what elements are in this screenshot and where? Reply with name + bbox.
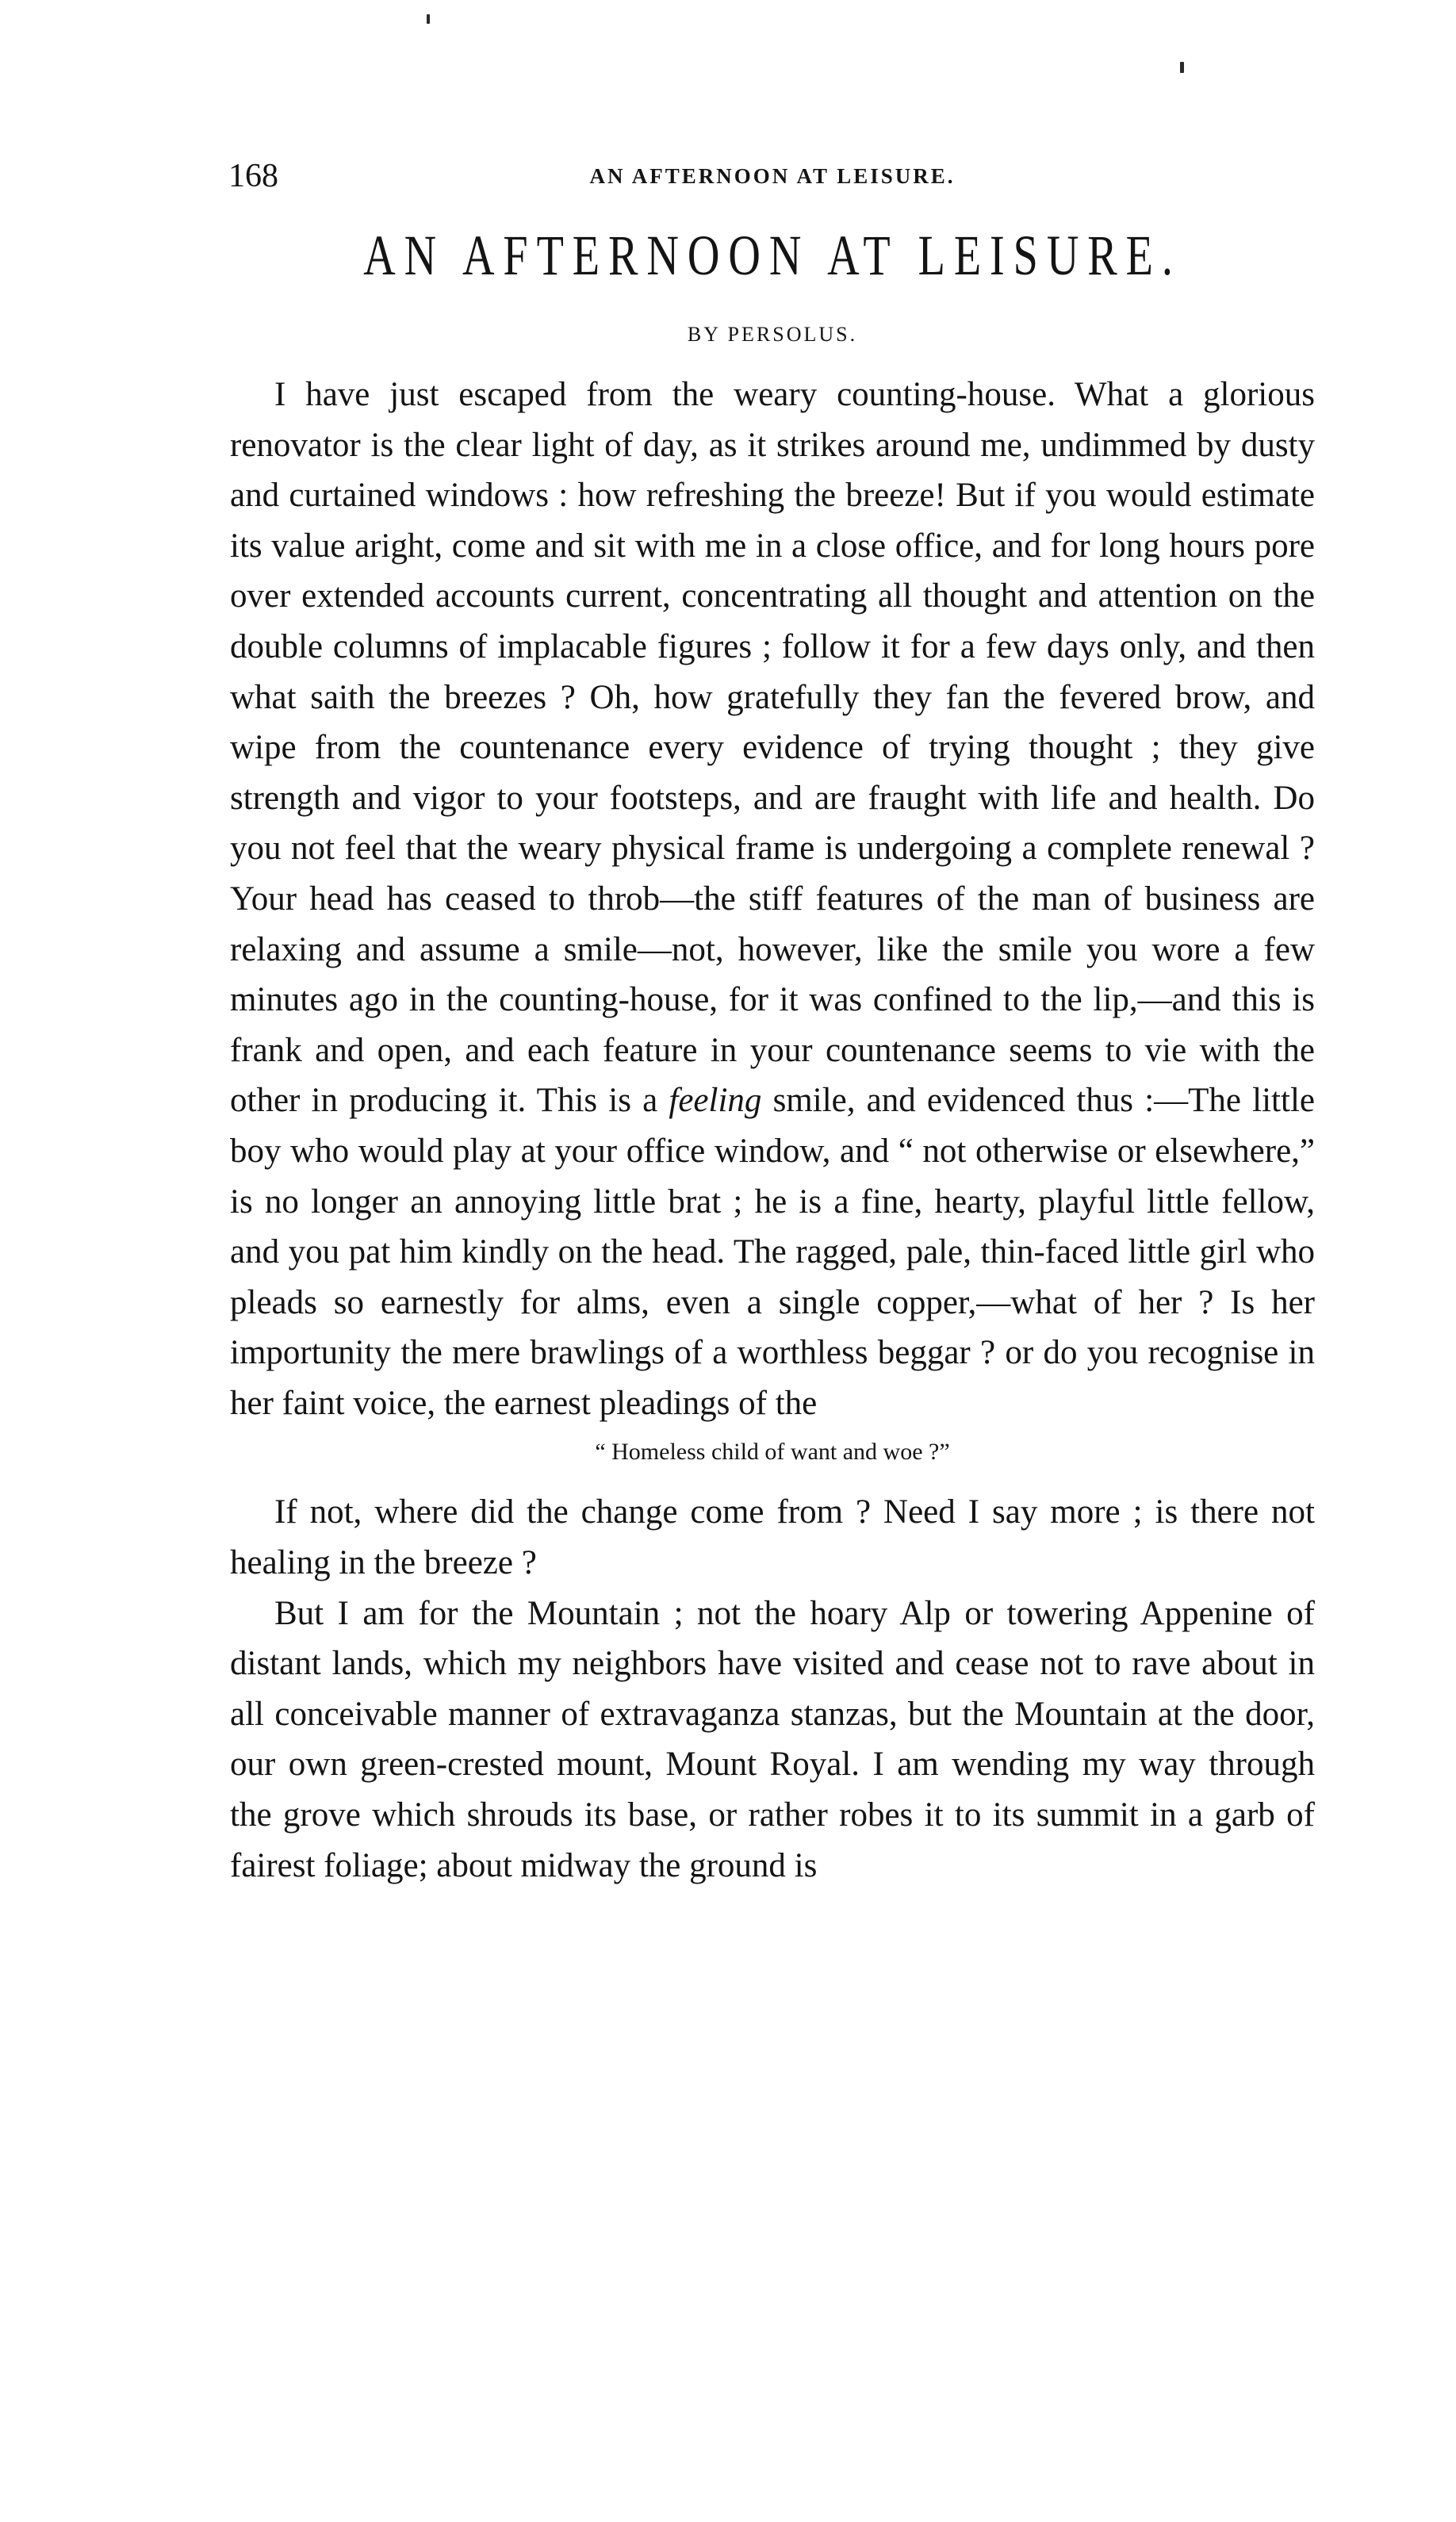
paragraph-1-text-after: smile, and evidenced thus :—The little boy who would play at your office window, and “ not otherwise or elsewhere,” is no longer an annoying little brat ; he is a fine, hearty, playful little fellow, and you pat him kindly on the head. The ragged, pale, thin-faced little girl who pleads so earnestly for alms, even a single copper,—what of her ? Is her importunity the mere brawlings of a worthless beggar ? or do you recognise in her faint voice, the earnest pleadings of the [230,1082,1315,1422]
paragraph-1 [230,370,1315,1428]
paragraph-3: But I am for the Mountain ; not the hoary Alp or towering Appenine of distant lands, which my neighbors have visited and cease not to rave about in all conceivable manner of extravaganza stanzas, but the Mountain at the door, our own green-crested mount, Mount Royal. I am wending my way through the grove which shrouds its base, or rather robes it to its summit in a garb of fairest foliage; about midway the ground is [230,1594,1315,1884]
emphasis-word: feeling [669,1082,762,1120]
paragraph-2: If not, where did the change come from ? Need I say more ; is there not healing in the breeze ? [230,1493,1315,1582]
article-title: AN AFTERNOON AT LEISURE. [363,224,1182,287]
page-number: 168 [228,158,278,194]
running-title: AN AFTERNOON AT LEISURE. [589,164,956,188]
ink-speck [427,14,430,24]
byline: BY PERSOLUS. [687,323,858,346]
article-body [230,370,1315,1891]
paragraph-1-text-before: I have just escaped from the weary counting-house. What a glorious renovator is the clear light of day, as it strikes around me, undimmed by dusty and curtained windows : how refreshing the breeze! But if you would estimate its value aright, come and sit with me in a close office, and for long hours pore over extended accounts current, concentrating all thought and attention on the double columns of implacable figures ; follow it for a few days only, and then what saith the breezes ? Oh, how gratefully they fan the fevered brow, and wipe from the countenance every evidence of trying thought ; they give strength and vigor to your footsteps, and are fraught with life and health. Do you not feel that the weary physical frame is undergoing a complete renewal ? Your head has ceased to throb—the stiff features of the man of business are relaxing and assume a smile—not, however, like the smile you wore a few minutes ago in the counting-house, for it was confined to the lip,—and this is frank and open, and each feature in your countenance seems to vie with the other in producing it. This is a [230,376,1315,1120]
ink-speck [1180,62,1184,73]
running-head [228,152,1316,200]
quotation-line: “ Homeless child of want and woe ?” [595,1439,950,1466]
